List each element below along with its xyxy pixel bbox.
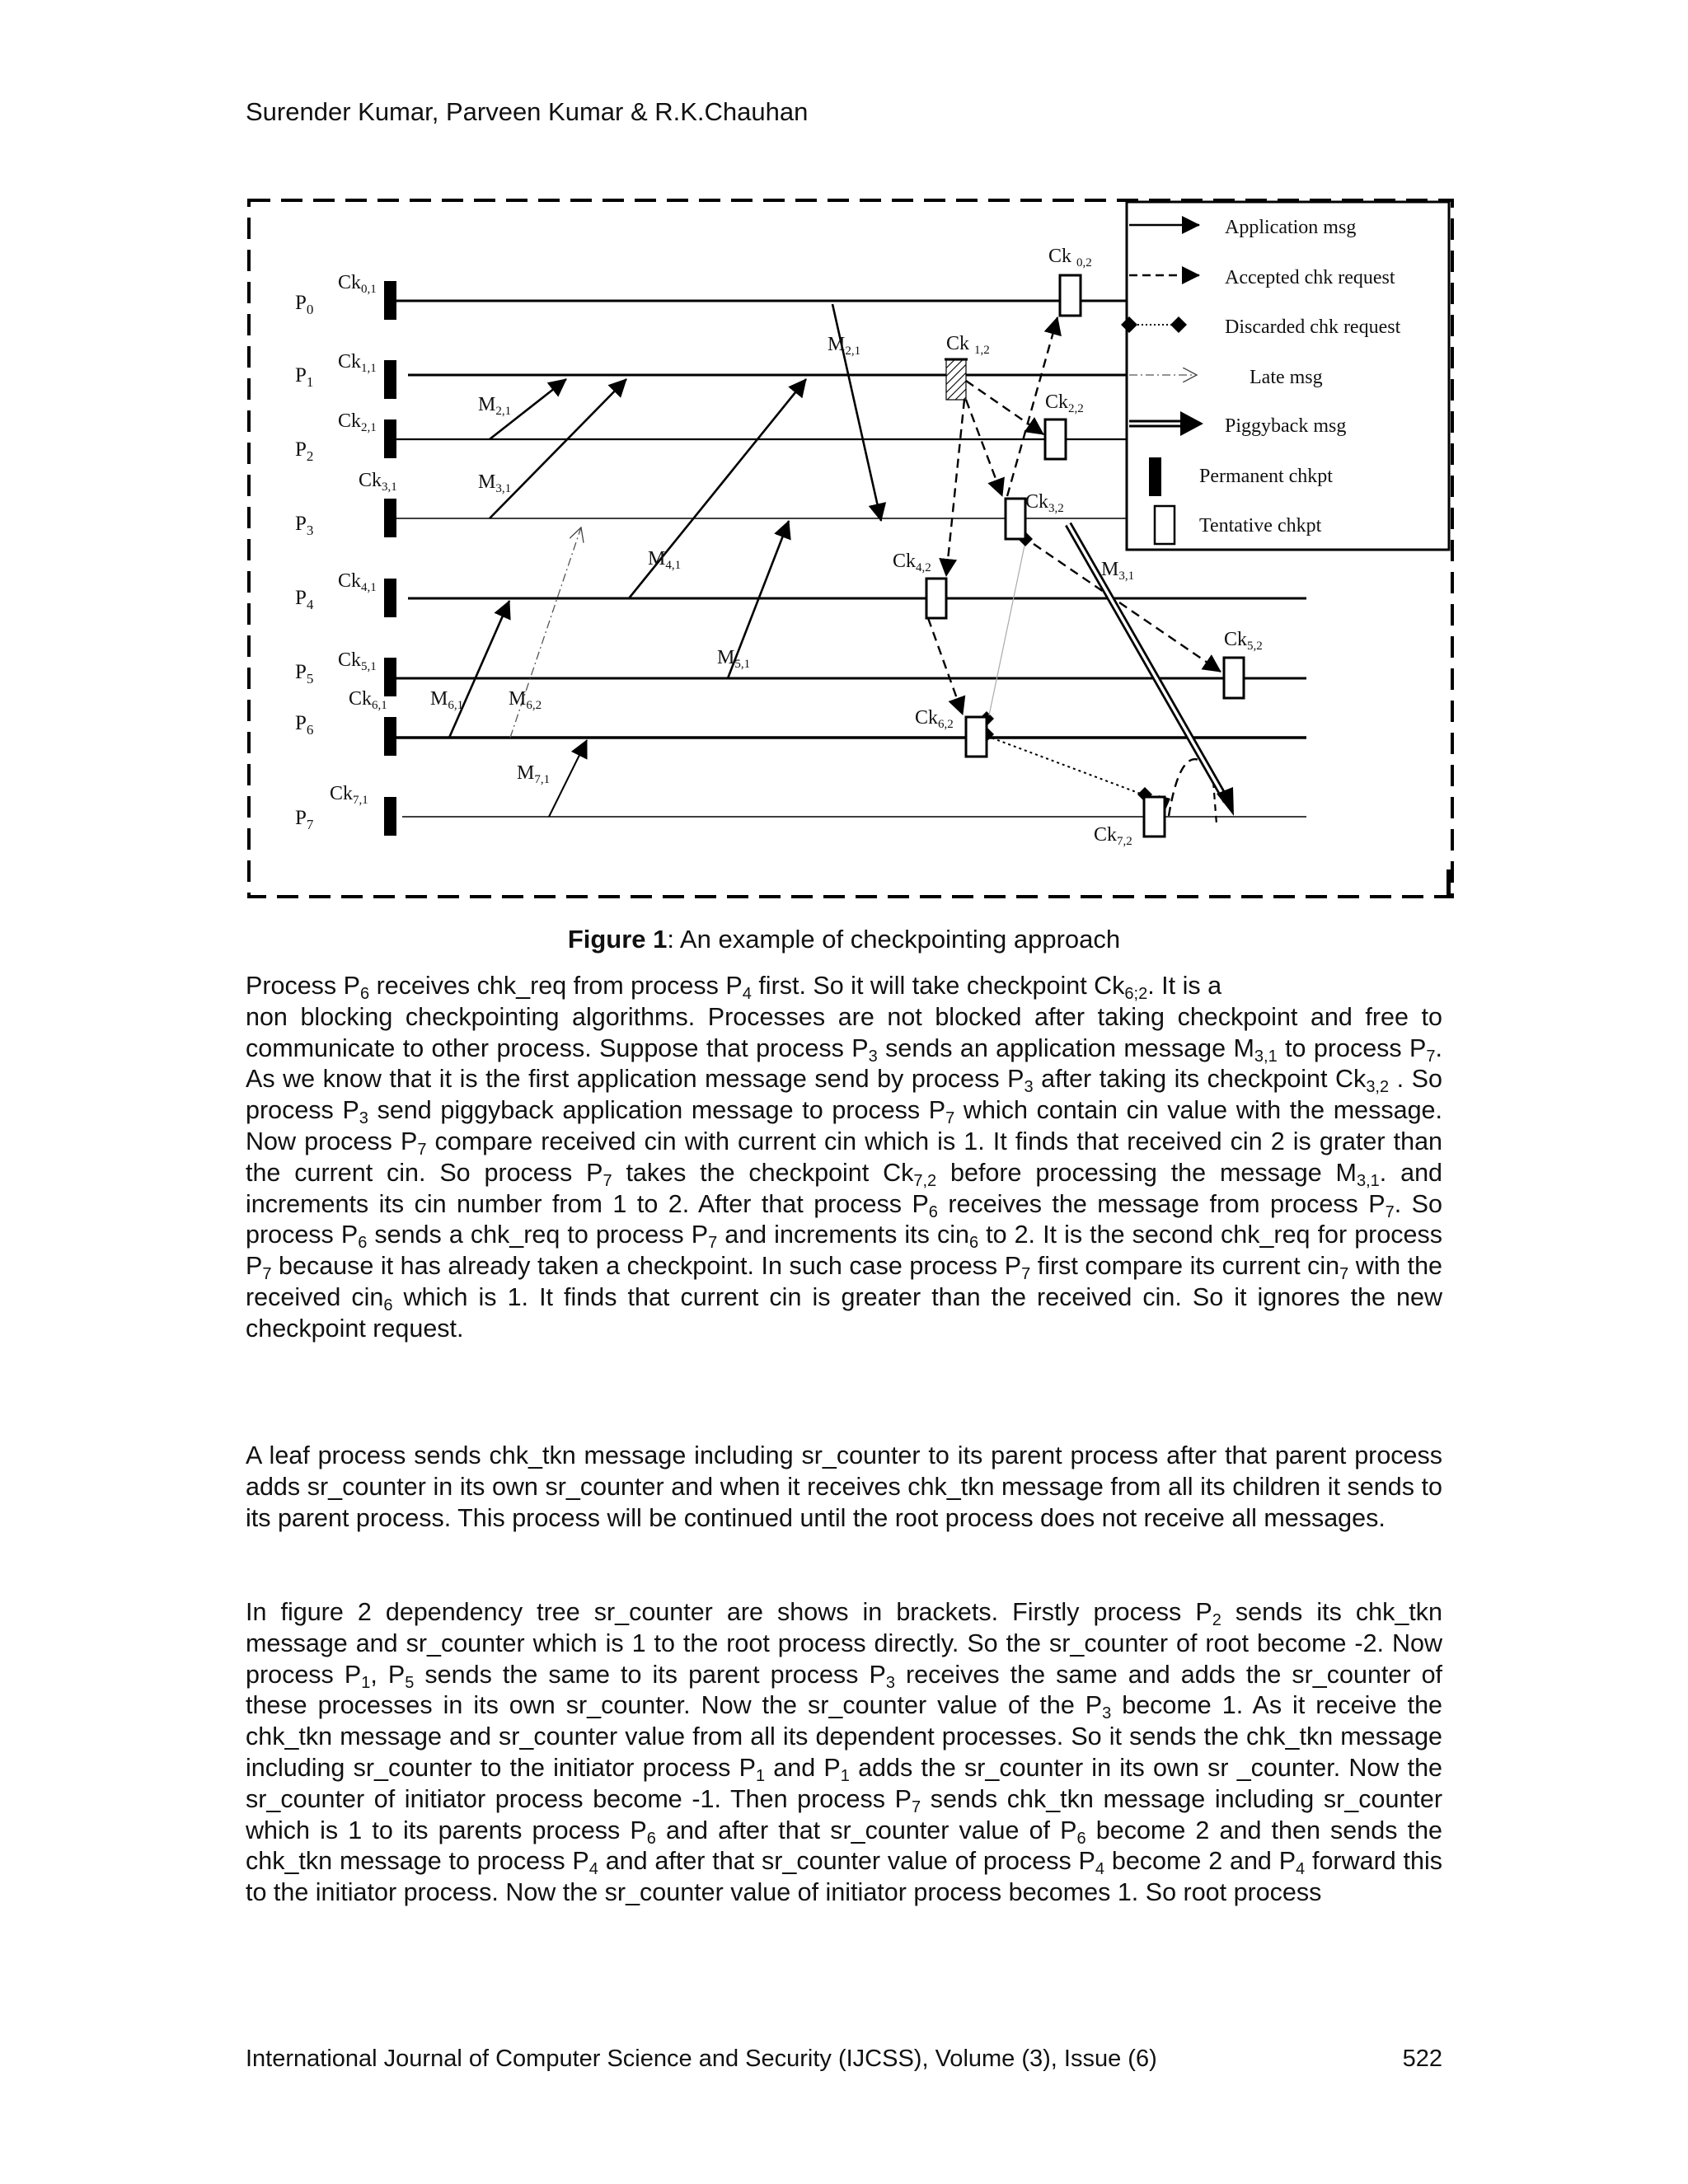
svg-text:P4: $P_4$ — [295, 587, 314, 612]
svg-text:P2: $P_2$ — [295, 438, 314, 464]
tentative-ck62 — [966, 717, 987, 757]
permanent-checkpoint — [384, 658, 396, 696]
tentative-ck02 — [1060, 275, 1081, 316]
svg-text:M4,1: $M_{4,1}$ — [648, 548, 682, 572]
permanent-checkpoint — [384, 499, 396, 537]
svg-text:P5: $P_5$ — [295, 661, 314, 687]
piggyback-msg-m31 — [1068, 524, 1234, 816]
figure-legend — [1121, 202, 1449, 550]
svg-text:Ck6,1: $Ck_{6,1}$ — [349, 688, 387, 712]
permanent-checkpoint — [384, 419, 396, 458]
svg-text:P6: $P_6$ — [295, 712, 314, 738]
svg-text:Ck5,2: $Ck_{5,2}$ — [1224, 629, 1263, 653]
svg-text:M6,2: $M_{6,2}$ — [509, 688, 542, 712]
checkpointing-figure — [0, 0, 1688, 915]
msg-m71-p7-p6 — [549, 740, 587, 817]
tentative-ck32 — [1006, 499, 1025, 539]
svg-text:Ck3,1: $Ck_{3,1}$ — [359, 470, 397, 494]
svg-text:Ck 0,2: Ck $_{0,2}$ — [1048, 246, 1092, 269]
svg-text:M2,1: $M_{2,1}$ — [478, 394, 512, 418]
tentative-ck12-hatched — [946, 360, 966, 400]
legend-discarded-chk: Discarded chk request — [1225, 316, 1401, 338]
process-labels — [295, 292, 314, 832]
svg-text:P7: $P_7$ — [295, 807, 314, 832]
tentative-ck42 — [926, 579, 946, 618]
legend-permanent-chkpt: Permanent chkpt — [1199, 466, 1333, 487]
page-header-authors: Surender Kumar, Parveen Kumar & R.K.Chauhan — [246, 97, 809, 126]
paragraph-2: A leaf process sends chk_tkn message including sr_counter to its parent process after that parent process adds sr_counter in its own sr_counter and when it receives chk_tkn message from all its children it sends to its parent process. This process will be continued until the root process does not receive all messages. — [246, 1441, 1442, 1532]
svg-text:M2,1: $M_{2,1}$ — [828, 334, 861, 358]
tentative-ck72 — [1144, 797, 1165, 837]
legend-late-msg: Late msg — [1250, 367, 1323, 388]
svg-text:Ck6,2: $Ck_{6,2}$ — [915, 707, 954, 731]
msg-m31-p3-p1 — [490, 379, 626, 518]
permanent-checkpoint — [384, 717, 396, 756]
page-footer — [246, 2046, 1442, 2073]
svg-text:M6,1: $M_{6,1}$ — [430, 688, 464, 712]
svg-text:Ck2,1: $Ck_{2,1}$ — [338, 410, 377, 434]
svg-text:Ck2,2: $Ck_{2,2}$ — [1045, 391, 1084, 415]
svg-text:M3,1: $M_{3,1}$ — [1101, 559, 1135, 583]
svg-text:M7,1: $M_{7,1}$ — [517, 762, 551, 786]
paragraph-1: Process $P_6$ receives chk_req from process $P_4$ first. So it will take checkpoint $Ck_{6;2}$. It is a non blocking checkpointing algorithms. Processes are not blocked after taking checkpoint and free to communicate to other process. Suppose that process $P_3$ sends an application message $M_{3,1}$ to process $P_7$. As we know that it is the first application message send by process $P_3$ after taking its checkpoint $Ck_{3,2}$ . So process $P_3$ send piggyback application message to process $P_7$ which contain cin value with the message. Now process $P_7$ compare received cin with current cin which is 1. It finds that received cin 2 is grater than the current cin. So process $P_7$ takes the checkpoint $Ck_{7,2}$ before processing the message $M_{3,1}$. and increments its cin number from 1 to 2. After that process $P_6$ receives the message from process $P_7$. So process $P_6$ sends a chk_req to process $P_7$ and increments its cin$_6$ to 2. It is the second chk_req for process $P_7$ because it has already taken a checkpoint. In such case process $P_7$ first compare its current cin$_7$ with the received cin$_6$ which is 1. It finds that current cin is greater than the received cin. So it ignores the new checkpoint request. — [246, 972, 1443, 1343]
permanent-checkpoint — [384, 360, 396, 399]
svg-text:Ck7,2: $Ck_{7,2}$ — [1094, 824, 1132, 848]
permanent-checkpoint — [384, 797, 396, 836]
svg-text:Ck 1,2: Ck $_{1,2}$ — [946, 333, 990, 357]
svg-text:P0: $P_0$ — [295, 292, 314, 317]
legend-application-msg: Application msg — [1225, 217, 1357, 238]
svg-text:Ck4,1: $Ck_{4,1}$ — [338, 570, 377, 594]
permanent-checkpoint — [384, 579, 396, 617]
svg-text:M5,1: $M_{5,1}$ — [717, 647, 751, 671]
svg-text:Ck5,1: $Ck_{5,1}$ — [338, 649, 377, 673]
paragraph-3: In figure 2 dependency tree sr_counter are shows in brackets. Firstly process $P_2$ sends its chk_tkn message and sr_counter which is 1 to the root process directly. So the sr_counter of root become -2. Now process $P_1$, $P_5$ sends the same to its parent process $P_3$ receives the same and adds the sr_counter of these processes in its own sr_counter. Now the sr_counter value of the $P_3$ become 1. As it receive the chk_tkn message and sr_counter value from all its dependent processes. So it sends the chk_tkn message including sr_counter to the initiator process $P_1$ and $P_1$ adds the sr_counter in its own sr _counter. Now the sr_counter of initiator process become -1. Then process $P_7$ sends chk_tkn message including sr_counter which is 1 to its parents process $P_6$ and after that sr_counter value of $P_6$ become 2 and then sends the chk_tkn message to process $P_4$ and after that sr_counter value of process $P_4$ become 2 and $P_4$ forward this to the initiator process. Now the sr_counter value of initiator process becomes 1. So root process — [246, 1598, 1443, 1907]
svg-text:Ck3,2: $Ck_{3,2}$ — [1025, 491, 1064, 515]
legend-piggyback-msg: Piggyback msg — [1225, 415, 1347, 437]
tentative-ck52 — [1224, 658, 1244, 698]
permanent-checkpoints — [384, 281, 396, 836]
legend-tentative-chkpt: Tentative chkpt — [1199, 515, 1322, 537]
figure-caption-text: : An example of checkpointing approach — [667, 925, 1121, 954]
svg-text:Ck1,1: $Ck_{1,1}$ — [338, 351, 377, 375]
footer-journal: International Journal of Computer Science and Security (IJCSS), Volume (3), Issue (6) — [246, 2046, 1157, 2072]
svg-text:Ck0,1: $Ck_{0,1}$ — [338, 272, 377, 296]
footer-page-number: 522 — [1402, 2046, 1442, 2072]
svg-text:P1: $P_1$ — [295, 364, 314, 390]
svg-text:P3: $P_3$ — [295, 513, 314, 538]
svg-text:M3,1: $M_{3,1}$ — [478, 471, 512, 495]
legend-accepted-chk: Accepted chk request — [1225, 267, 1395, 288]
svg-text:Ck4,2: $Ck_{4,2}$ — [893, 551, 931, 574]
msg-m61-p6-p4 — [449, 601, 509, 738]
permanent-checkpoint — [384, 281, 396, 320]
tentative-ck22 — [1045, 419, 1066, 459]
figure-caption — [0, 925, 1688, 954]
figure-caption-label: Figure 1 — [567, 925, 668, 954]
svg-text:Ck7,1: $Ck_{7,1}$ — [330, 783, 368, 807]
